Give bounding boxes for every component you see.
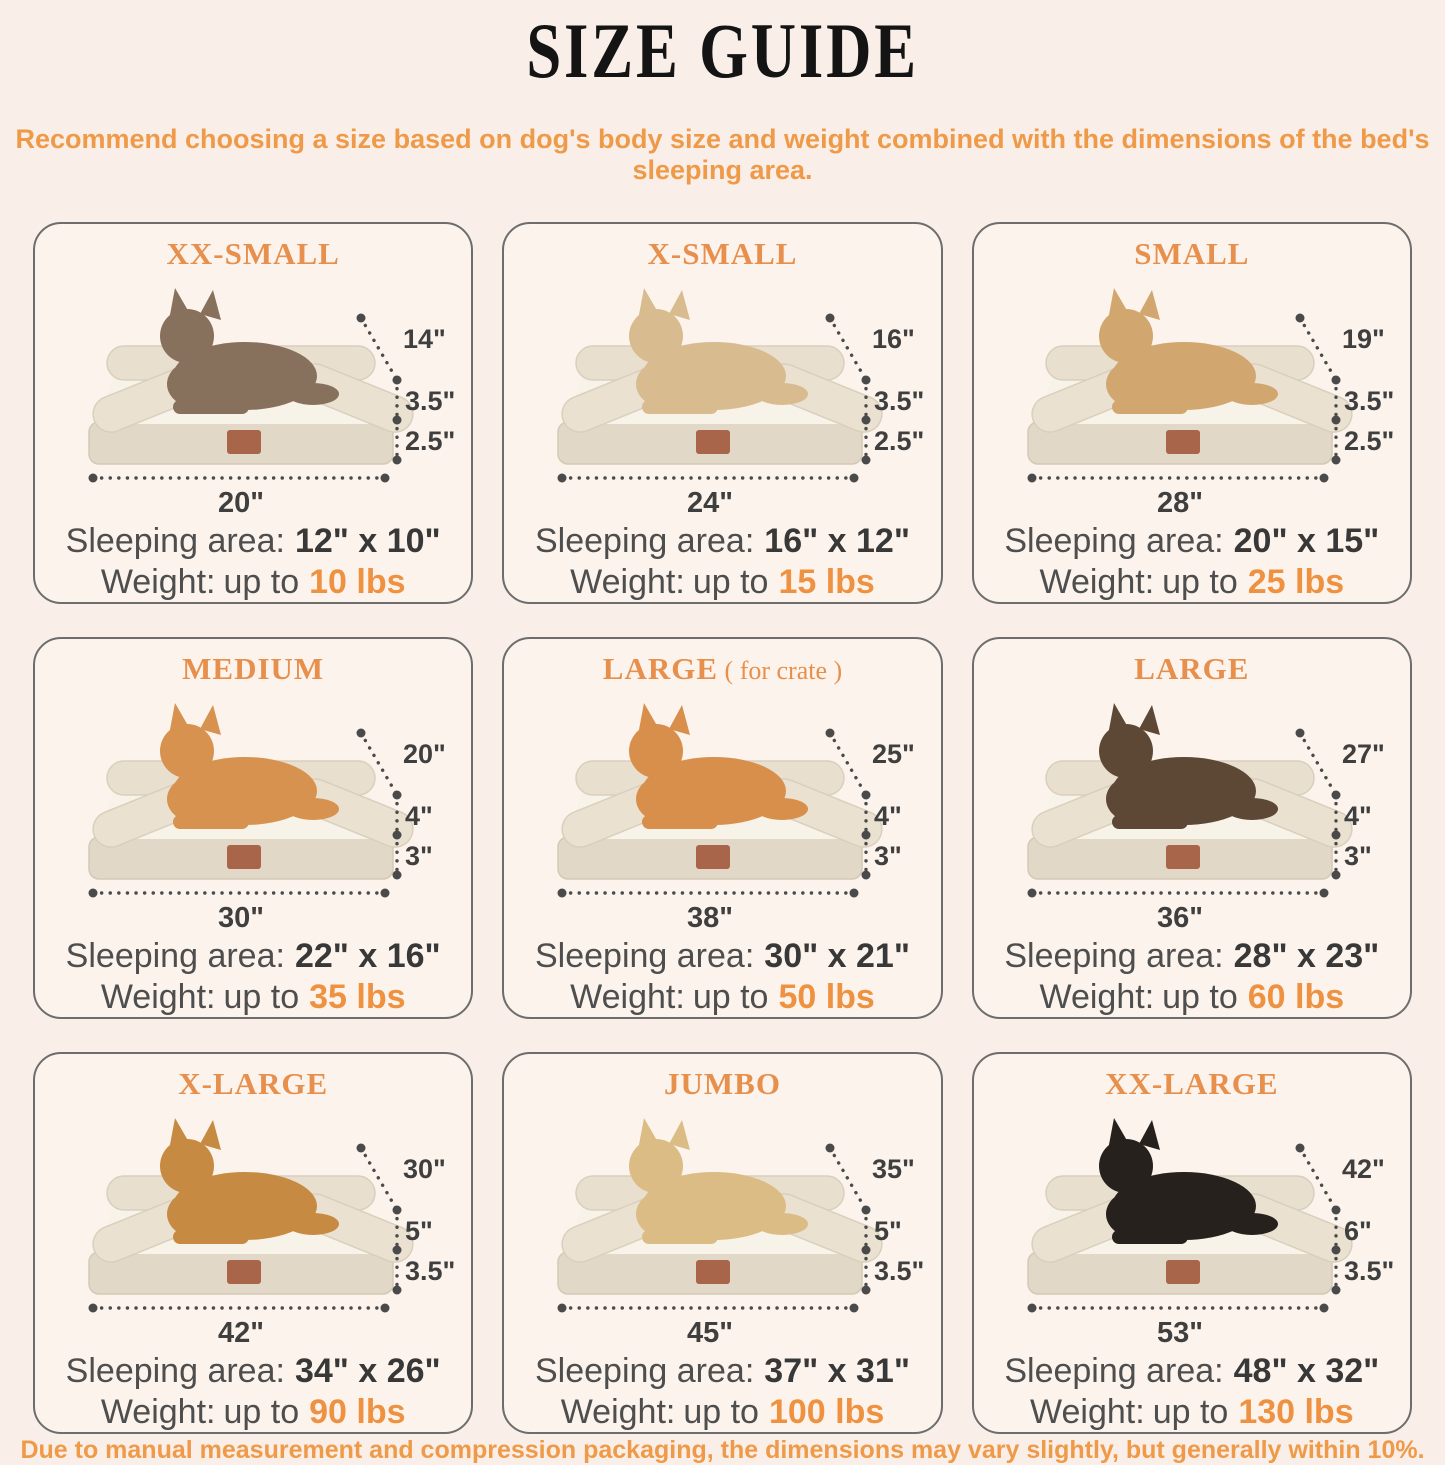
- bed-illustration: [514, 1104, 930, 1350]
- base-height-label: 3.5": [1343, 1256, 1395, 1286]
- base-height-label: 3": [874, 841, 903, 871]
- weight-line: [1039, 978, 1344, 1017]
- weight-line: [101, 978, 406, 1017]
- bolster-height-label: 4": [1343, 801, 1372, 831]
- brand-tag: [227, 1260, 261, 1284]
- size-name: JUMBO: [664, 1066, 781, 1101]
- size-name: MEDIUM: [182, 651, 325, 686]
- bed-illustration: [45, 274, 461, 520]
- weight-value: 50 lbs: [778, 978, 875, 1016]
- depth-dimension-label: 35": [872, 1154, 916, 1184]
- base-height-label: 3": [405, 841, 433, 871]
- page-subtitle: Recommend choosing a size based on dog's body size and weight combined with the dimensions of the bed's sleeping area.: [15, 124, 1430, 185]
- weight-label: Weight:: [1039, 978, 1155, 1016]
- base-height-label: 2.5": [874, 426, 925, 456]
- width-dimension-label: 20": [218, 487, 265, 519]
- sleeping-area-label: Sleeping area:: [1004, 522, 1224, 560]
- sleeping-area-line: [535, 522, 910, 561]
- size-card-title: [1134, 651, 1249, 687]
- weight-line: [570, 563, 875, 602]
- bolster-height-label: 5": [405, 1216, 433, 1246]
- depth-dimension-label: 30": [403, 1154, 446, 1184]
- weight-line: [101, 563, 406, 602]
- bolster-height-label: 3.5": [874, 386, 925, 416]
- size-card: [972, 222, 1412, 604]
- base-height-label: 3.5": [405, 1256, 456, 1286]
- size-name-suffix: ( for crate ): [718, 656, 843, 685]
- width-dimension-label: 36": [1156, 902, 1203, 934]
- depth-dimension-label: 14": [403, 324, 446, 354]
- size-card-title: [182, 651, 324, 687]
- sleeping-area-line: [1004, 937, 1379, 976]
- width-dimension-label: 45": [687, 1317, 734, 1349]
- size-card: [502, 1052, 942, 1434]
- weight-prefix: up to: [223, 563, 300, 601]
- sleeping-area-value: 12" x 10": [294, 522, 441, 560]
- size-name: X-SMALL: [647, 236, 798, 271]
- page-title: SIZE GUIDE: [526, 8, 919, 95]
- weight-value: 15 lbs: [778, 563, 875, 601]
- size-cards-grid: [33, 222, 1412, 1431]
- brand-tag: [1166, 845, 1200, 869]
- sleeping-area-value: 16" x 12": [764, 522, 910, 560]
- size-card: [33, 1052, 473, 1434]
- weight-label: Weight:: [1039, 563, 1155, 601]
- base-height-label: 3": [1343, 841, 1372, 871]
- sleeping-area-label: Sleeping area:: [1004, 937, 1224, 975]
- size-card-title: [178, 1066, 328, 1102]
- sleeping-area-label: Sleeping area:: [535, 1352, 755, 1390]
- weight-value: 90 lbs: [309, 1393, 406, 1431]
- sleeping-area-label: Sleeping area:: [1004, 1352, 1224, 1390]
- sleeping-area-value: 37" x 31": [764, 1352, 910, 1390]
- size-name: X-LARGE: [178, 1066, 329, 1101]
- weight-line: [1039, 563, 1344, 602]
- size-card: [33, 222, 473, 604]
- weight-line: [1030, 1393, 1354, 1432]
- size-card-title: [1105, 1066, 1278, 1102]
- depth-dimension-label: 42": [1341, 1154, 1385, 1184]
- weight-prefix: up to: [1162, 563, 1238, 601]
- sleeping-area-line: [1004, 1352, 1379, 1391]
- bed-illustration: [984, 689, 1400, 935]
- weight-prefix: up to: [683, 1393, 759, 1431]
- bed-illustration: [514, 689, 930, 935]
- size-name: LARGE: [1134, 651, 1250, 686]
- weight-label: Weight:: [100, 1393, 216, 1431]
- weight-label: Weight:: [570, 563, 685, 601]
- depth-dimension-label: 16": [872, 324, 916, 354]
- depth-dimension-label: 20": [403, 739, 446, 769]
- brand-tag: [227, 845, 261, 869]
- sleeping-area-value: 48" x 32": [1233, 1352, 1380, 1390]
- size-name: SMALL: [1134, 236, 1250, 271]
- brand-tag: [696, 845, 730, 869]
- bed-illustration: [45, 689, 461, 935]
- size-card: [33, 637, 473, 1019]
- weight-line: [101, 1393, 406, 1432]
- sleeping-area-line: [1004, 522, 1379, 561]
- weight-label: Weight:: [100, 563, 216, 601]
- bolster-height-label: 4": [405, 801, 433, 831]
- weight-value: 130 lbs: [1238, 1393, 1354, 1431]
- sleeping-area-value: 28" x 23": [1233, 937, 1380, 975]
- weight-value: 10 lbs: [309, 563, 406, 601]
- sleeping-area-line: [535, 937, 910, 976]
- width-dimension-label: 30": [218, 902, 265, 934]
- width-dimension-label: 24": [687, 487, 734, 519]
- weight-label: Weight:: [1030, 1393, 1145, 1431]
- size-card-title: [1134, 236, 1249, 272]
- size-card: [502, 637, 942, 1019]
- weight-prefix: up to: [1162, 978, 1238, 1016]
- base-height-label: 2.5": [1343, 426, 1395, 456]
- bolster-height-label: 3.5": [405, 386, 456, 416]
- weight-value: 25 lbs: [1247, 563, 1345, 601]
- weight-label: Weight:: [560, 1393, 676, 1431]
- size-name: XX-SMALL: [166, 236, 340, 271]
- size-card: [972, 637, 1412, 1019]
- weight-prefix: up to: [692, 978, 769, 1016]
- base-height-label: 2.5": [405, 426, 456, 456]
- sleeping-area-label: Sleeping area:: [65, 522, 285, 560]
- size-card-title: [603, 651, 842, 687]
- brand-tag: [227, 430, 261, 454]
- bolster-height-label: 5": [874, 1216, 903, 1246]
- weight-label: Weight:: [100, 978, 216, 1016]
- sleeping-area-label: Sleeping area:: [535, 522, 755, 560]
- sleeping-area-line: [66, 937, 441, 976]
- bolster-height-label: 6": [1343, 1216, 1372, 1246]
- brand-tag: [696, 430, 730, 454]
- sleeping-area-line: [535, 1352, 910, 1391]
- depth-dimension-label: 27": [1341, 739, 1385, 769]
- width-dimension-label: 53": [1156, 1317, 1203, 1349]
- sleeping-area-label: Sleeping area:: [65, 1352, 285, 1390]
- width-dimension-label: 42": [218, 1317, 265, 1349]
- size-card-title: [664, 1066, 781, 1102]
- sleeping-area-value: 22" x 16": [294, 937, 441, 975]
- sleeping-area-value: 30" x 21": [764, 937, 910, 975]
- size-name: XX-LARGE: [1105, 1066, 1279, 1101]
- page-footer: Due to manual measurement and compression packaging, the dimensions may vary slightly, but generally within 10%.: [20, 1436, 1425, 1464]
- weight-line: [570, 978, 875, 1017]
- sleeping-area-value: 34" x 26": [294, 1352, 441, 1390]
- depth-dimension-label: 25": [872, 739, 916, 769]
- sleeping-area-value: 20" x 15": [1233, 522, 1380, 560]
- weight-prefix: up to: [692, 563, 769, 601]
- sleeping-area-line: [66, 522, 441, 561]
- sleeping-area-label: Sleeping area:: [535, 937, 755, 975]
- weight-line: [561, 1393, 885, 1432]
- brand-tag: [1166, 430, 1200, 454]
- bolster-height-label: 4": [874, 801, 903, 831]
- width-dimension-label: 28": [1156, 487, 1203, 519]
- base-height-label: 3.5": [874, 1256, 925, 1286]
- bed-illustration: [984, 1104, 1400, 1350]
- weight-value: 60 lbs: [1247, 978, 1345, 1016]
- weight-prefix: up to: [1152, 1393, 1229, 1431]
- bolster-height-label: 3.5": [1343, 386, 1395, 416]
- weight-value: 100 lbs: [768, 1393, 885, 1431]
- brand-tag: [1166, 1260, 1200, 1284]
- bed-illustration: [984, 274, 1400, 520]
- weight-prefix: up to: [223, 978, 300, 1016]
- size-card-title: [648, 236, 798, 272]
- size-name: LARGE: [602, 651, 719, 686]
- bed-illustration: [45, 1104, 461, 1350]
- size-card-title: [166, 236, 339, 272]
- sleeping-area-label: Sleeping area:: [65, 937, 285, 975]
- width-dimension-label: 38": [687, 902, 734, 934]
- bed-illustration: [514, 274, 930, 520]
- weight-label: Weight:: [570, 978, 685, 1016]
- weight-value: 35 lbs: [309, 978, 406, 1016]
- weight-prefix: up to: [223, 1393, 300, 1431]
- sleeping-area-line: [66, 1352, 441, 1391]
- depth-dimension-label: 19": [1341, 324, 1385, 354]
- size-card: [502, 222, 942, 604]
- brand-tag: [696, 1260, 730, 1284]
- size-card: [972, 1052, 1412, 1434]
